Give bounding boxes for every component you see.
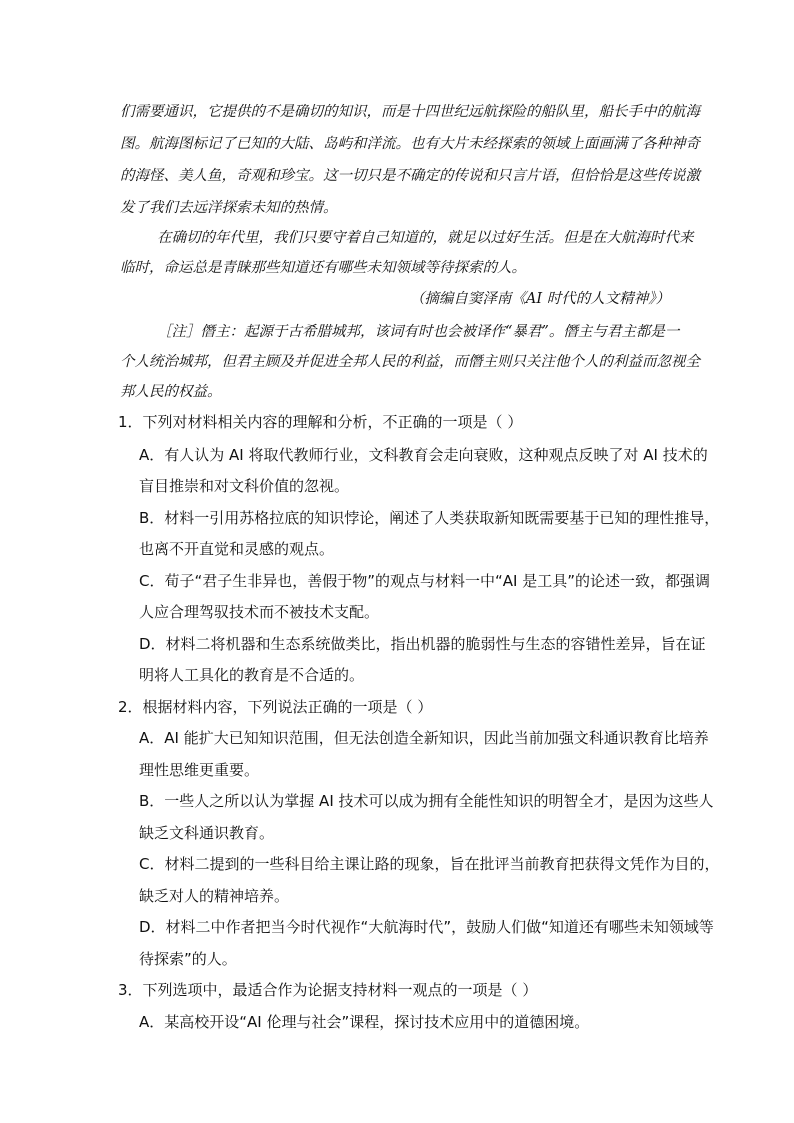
question-stem: 2．根据材料内容，下列说法正确的一项是（ ） <box>118 698 433 716</box>
option-line: 理性思维更重要。 <box>139 761 260 779</box>
option-line: A．某高校开设“AI 伦理与社会”课程，探讨技术应用中的道德困境。 <box>139 1013 590 1031</box>
option-line: B．材料一引用苏格拉底的知识悖论，阐述了人类获取新知既需要基于已知的理性推导， <box>139 509 720 527</box>
option-line: A．AI 能扩大已知知识范围，但无法创造全新知识，因此当前加强文科通识教育比培养 <box>139 729 709 747</box>
passage-line: 发了我们去远洋探索未知的热情。 <box>120 200 338 216</box>
passage-line: 的海怪、美人鱼，奇观和珍宝。这一切只是不确定的传说和只言片语，但恰恰是这些传说激 <box>120 168 700 184</box>
passage-line: 们需要通识，它提供的不是确切的知识，而是十四世纪远航探险的船队里，船长手中的航海 <box>120 104 700 120</box>
note-line: ［注］僭主：起源于古希腊城邦，该词有时也会被译作“暴君”。僭主与君主都是一 <box>157 324 680 340</box>
source-citation: （摘编自窦泽南《AI 时代的人文精神》） <box>409 291 670 307</box>
question-stem: 1．下列对材料相关内容的理解和分析，不正确的一项是（ ） <box>118 413 523 431</box>
option-line: 缺乏对人的精神培养。 <box>139 887 290 905</box>
question-stem: 3．下列选项中，最适合作为论据支持材料一观点的一项是（ ） <box>118 981 538 999</box>
note-line: 邦人民的权益。 <box>120 384 222 400</box>
option-line: 盲目推崇和对文科价值的忽视。 <box>139 477 350 495</box>
option-line: C．荀子“君子生非异也，善假于物”的观点与材料一中“AI 是工具”的论述一致，都强调 <box>139 572 711 590</box>
note-line: 个人统治城邦，但君主顾及并促进全邦人民的利益，而僭主则只关注他个人的利益而忽视全 <box>120 354 700 370</box>
option-line: 待探索”的人。 <box>139 950 237 968</box>
passage-line: 临时，命运总是青睐那些知道还有哪些未知领域等待探索的人。 <box>120 260 526 276</box>
option-line: B．一些人之所以认为掌握 AI 技术可以成为拥有全能性知识的明智全才，是因为这些人 <box>139 792 714 810</box>
option-line: 人应合理驾驭技术而不被技术支配。 <box>139 603 380 621</box>
option-line: 缺乏文科通识教育。 <box>139 824 275 842</box>
option-line: D．材料二中作者把当今时代视作“大航海时代”，鼓励人们做“知道还有哪些未知领域等 <box>139 918 714 936</box>
option-line: D．材料二将机器和生态系统做类比，指出机器的脆弱性与生态的容错性差异，旨在证 <box>139 635 706 653</box>
option-line: 也离不开直觉和灵感的观点。 <box>139 540 335 558</box>
option-line: A．有人认为 AI 将取代教师行业，文科教育会走向衰败，这种观点反映了对 AI 技术的 <box>139 446 708 464</box>
passage-line: 在确切的年代里，我们只要守着自己知道的，就足以过好生活。但是在大航海时代来 <box>157 230 694 246</box>
option-line: C．材料二提到的一些科目给主课让路的现象，旨在批评当前教育把获得文凭作为目的， <box>139 855 720 873</box>
option-line: 明将人工具化的教育是不合适的。 <box>139 666 365 684</box>
passage-line: 图。航海图标记了已知的大陆、岛屿和洋流。也有大片未经探索的领域上面画满了各种神奇 <box>120 136 700 152</box>
